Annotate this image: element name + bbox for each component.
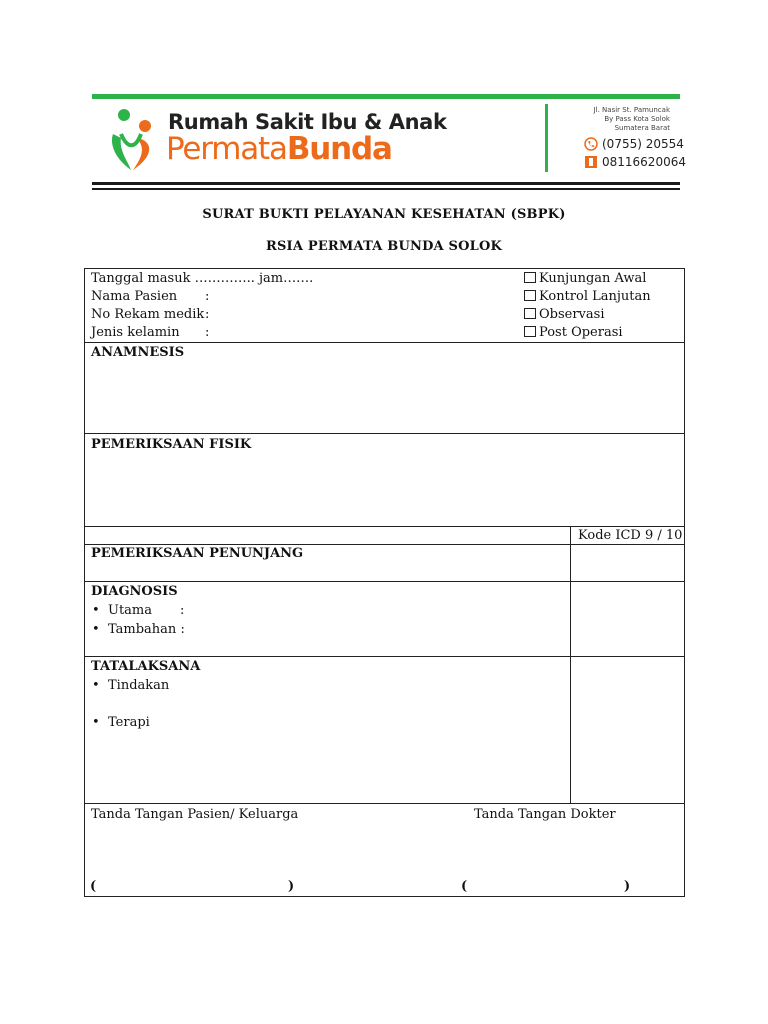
phone-icon xyxy=(584,137,598,151)
row-divider xyxy=(84,342,685,343)
document-title: SURAT BUKTI PELAYANAN KESEHATAN (SBPK) xyxy=(202,207,566,222)
brand-bunda: Bunda xyxy=(286,131,392,167)
icd-column-divider xyxy=(570,526,571,803)
rekam-medik-label: No Rekam medik xyxy=(91,307,205,322)
pemeriksaan-fisik-heading: PEMERIKSAAN FISIK xyxy=(91,437,252,452)
signature-patient-open-paren: ( xyxy=(90,879,97,894)
signature-patient-close-paren: ) xyxy=(288,879,295,894)
header-bottom-rule xyxy=(92,182,680,185)
nama-pasien-label: Nama Pasien xyxy=(91,289,178,304)
address-line: By Pass Kota Solok xyxy=(604,115,670,123)
hospital-name-line1: Rumah Sakit Ibu & Anak xyxy=(168,110,447,134)
tanggal-masuk-field[interactable]: Tanggal masuk ………….. jam……. xyxy=(91,271,314,286)
brand-permata: Permata xyxy=(166,131,287,167)
signature-doctor-open-paren: ( xyxy=(461,879,468,894)
checkbox-square-icon[interactable] xyxy=(524,272,536,283)
hospital-address xyxy=(594,106,670,133)
mobile-contact xyxy=(584,155,686,169)
checkbox-kunjungan-awal[interactable] xyxy=(524,271,646,286)
header-divider xyxy=(545,104,548,172)
hospital-logo-icon xyxy=(107,104,159,174)
row-divider xyxy=(84,581,685,582)
phone-number: (0755) 20554 xyxy=(602,137,684,151)
checkbox-post-operasi[interactable] xyxy=(524,325,623,340)
signature-doctor-label: Tanda Tangan Dokter xyxy=(474,807,616,822)
row-divider xyxy=(84,544,685,545)
phone-contact xyxy=(584,137,684,151)
row-divider xyxy=(84,656,685,657)
diagnosis-heading: DIAGNOSIS xyxy=(91,584,178,599)
checkbox-label: Observasi xyxy=(539,307,605,322)
checkbox-observasi[interactable] xyxy=(524,307,604,322)
checkbox-square-icon[interactable] xyxy=(524,290,536,301)
diagnosis-tambahan-label: • Tambahan : xyxy=(108,622,185,637)
mobile-number: 08116620064 xyxy=(602,155,686,169)
signature-doctor-close-paren: ) xyxy=(624,879,631,894)
jenis-kelamin-colon: : xyxy=(205,325,210,340)
checkbox-kontrol-lanjutan[interactable] xyxy=(524,289,651,304)
signature-patient-label: Tanda Tangan Pasien/ Keluarga xyxy=(91,807,299,822)
hospital-name-line2 xyxy=(166,131,392,167)
checkbox-label: Post Operasi xyxy=(539,325,623,340)
checkbox-label: Kontrol Lanjutan xyxy=(539,289,651,304)
pemeriksaan-penunjang-heading: PEMERIKSAAN PENUNJANG xyxy=(91,546,304,561)
address-line: Jl. Nasir St. Pamuncak xyxy=(593,106,670,114)
tatalaksana-heading: TATALAKSANA xyxy=(91,659,201,674)
row-divider xyxy=(84,433,685,434)
address-line: Sumatera Barat xyxy=(614,124,670,132)
header-green-rule xyxy=(92,94,680,99)
anamnesis-heading: ANAMNESIS xyxy=(91,345,185,360)
kode-icd-heading: Kode ICD 9 / 10 xyxy=(578,528,683,543)
mobile-phone-icon xyxy=(584,155,598,169)
checkbox-square-icon[interactable] xyxy=(524,308,536,319)
nama-pasien-colon: : xyxy=(205,289,210,304)
checkbox-label: Kunjungan Awal xyxy=(539,271,647,286)
tindakan-label: • Tindakan xyxy=(108,678,169,693)
row-divider xyxy=(84,526,685,527)
checkbox-square-icon[interactable] xyxy=(524,326,536,337)
diagnosis-utama-label: • Utama xyxy=(108,603,152,618)
terapi-label: • Terapi xyxy=(108,715,150,730)
rekam-medik-colon: : xyxy=(205,307,210,322)
header-bottom-rule-thin xyxy=(92,188,680,190)
row-divider xyxy=(84,803,685,804)
jenis-kelamin-label: Jenis kelamin xyxy=(91,325,180,340)
diagnosis-utama-colon: : xyxy=(180,603,185,618)
document-subtitle: RSIA PERMATA BUNDA SOLOK xyxy=(265,239,503,254)
